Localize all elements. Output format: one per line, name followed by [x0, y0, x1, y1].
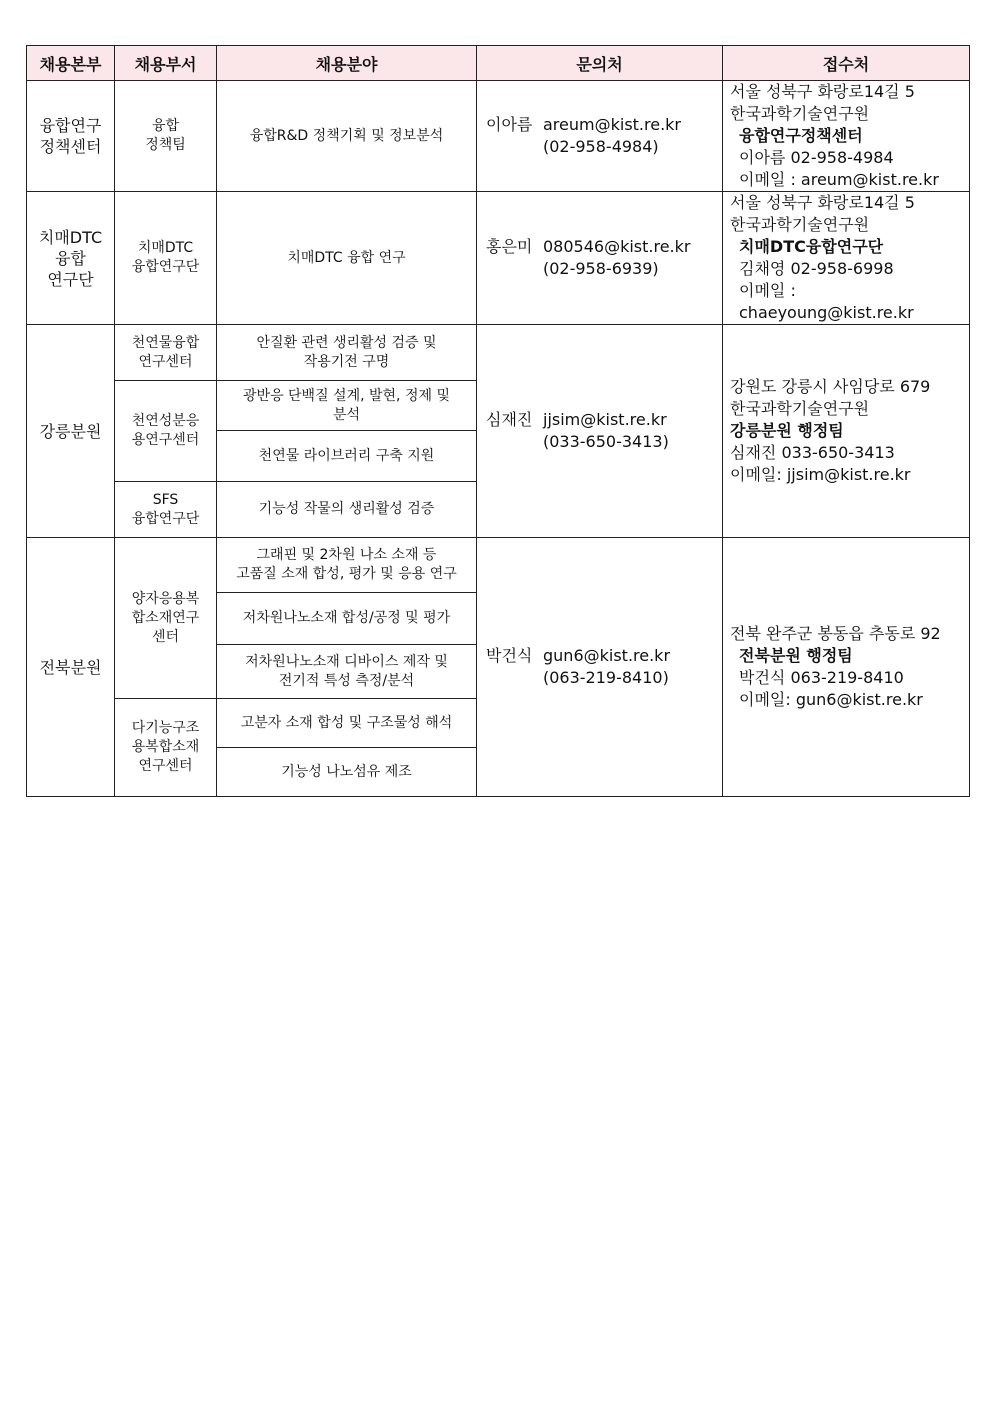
- dept-cell: 천연물융합 연구센터: [115, 325, 217, 381]
- hq-cell: 전북분원: [27, 538, 115, 797]
- receipt-dept: 융합연구정책센터: [739, 126, 863, 145]
- receipt-person: 김채영 02-958-6998: [739, 259, 894, 278]
- dept-cell: 치매DTC 융합연구단: [115, 192, 217, 325]
- receipt-email: 이메일 : areum@kist.re.kr: [739, 170, 939, 189]
- table-row: [27, 192, 970, 325]
- header-hq: 채용본부: [27, 46, 115, 81]
- receipt-org: 한국과학기술연구원: [730, 215, 870, 234]
- hq-cell: 치매DTC 융합 연구단: [27, 192, 115, 325]
- inquiry-cell: [477, 325, 723, 538]
- contact-name: 홍은미: [486, 237, 533, 256]
- field-cell: 저차원나노소재 합성/공정 및 평가: [217, 593, 477, 645]
- receipt-org: 한국과학기술연구원: [730, 399, 870, 418]
- table-row: [27, 81, 970, 192]
- receipt-address: 강원도 강릉시 사임당로 679: [730, 377, 931, 396]
- dept-cell: 양자응용복 합소재연구 센터: [115, 538, 217, 699]
- contact-email: areum@kist.re.kr: [543, 115, 682, 134]
- inquiry-cell: [477, 192, 723, 325]
- receipt-cell: [723, 81, 970, 192]
- contact-email: jjsim@kist.re.kr: [543, 410, 667, 429]
- field-cell: 저차원나노소재 디바이스 제작 및 전기적 특성 측정/분석: [217, 645, 477, 699]
- receipt-person: 이아름 02-958-4984: [739, 148, 894, 167]
- receipt-email: 이메일 : chaeyoung@kist.re.kr: [739, 281, 914, 322]
- field-cell: 그래핀 및 2차원 나소 소재 등 고품질 소재 합성, 평가 및 응용 연구: [217, 538, 477, 593]
- receipt-email: 이메일: jjsim@kist.re.kr: [730, 465, 911, 484]
- contact-name: 박건식: [486, 646, 533, 665]
- field-cell: 천연물 라이브러리 구축 지원: [217, 431, 477, 482]
- inquiry-cell: [477, 538, 723, 797]
- receipt-person: 박건식 063-219-8410: [739, 668, 904, 687]
- header-row: [27, 46, 970, 81]
- receipt-address: 서울 성북구 화랑로14길 5: [730, 82, 915, 101]
- receipt-dept: 강릉분원 행정팀: [730, 421, 844, 440]
- receipt-org: 한국과학기술연구원: [730, 104, 870, 123]
- header-inquiry: 문의처: [477, 46, 723, 81]
- field-cell: 광반응 단백질 설계, 발현, 정제 및 분석: [217, 381, 477, 431]
- table-row: [27, 538, 970, 593]
- dept-cell: 천연성분응 용연구센터: [115, 381, 217, 482]
- receipt-cell: [723, 192, 970, 325]
- contact-name: 심재진: [486, 410, 533, 429]
- receipt-address: 전북 완주군 봉동읍 추동로 92: [730, 624, 941, 643]
- header-dept: 채용부서: [115, 46, 217, 81]
- table-row: [27, 325, 970, 381]
- contact-phone: (02-958-4984): [543, 137, 659, 156]
- receipt-cell: [723, 538, 970, 797]
- contact-email: gun6@kist.re.kr: [543, 646, 671, 665]
- receipt-cell: [723, 325, 970, 538]
- inquiry-cell: [477, 81, 723, 192]
- contact-email: 080546@kist.re.kr: [543, 237, 691, 256]
- dept-cell: 융합 정책팀: [115, 81, 217, 192]
- contact-phone: (063-219-8410): [543, 668, 669, 687]
- dept-cell: SFS 융합연구단: [115, 482, 217, 538]
- receipt-email: 이메일: gun6@kist.re.kr: [739, 690, 923, 709]
- dept-cell: 다기능구조 용복합소재 연구센터: [115, 699, 217, 797]
- receipt-dept: 전북분원 행정팀: [739, 646, 853, 665]
- header-receipt: 접수처: [723, 46, 970, 81]
- field-cell: 기능성 나노섬유 제조: [217, 748, 477, 797]
- field-cell: 안질환 관련 생리활성 검증 및 작용기전 구명: [217, 325, 477, 381]
- field-cell: 기능성 작물의 생리활성 검증: [217, 482, 477, 538]
- field-cell: 치매DTC 융합 연구: [217, 192, 477, 325]
- receipt-address: 서울 성북구 화랑로14길 5: [730, 193, 915, 212]
- hq-cell: 강릉분원: [27, 325, 115, 538]
- contact-name: 이아름: [486, 115, 533, 134]
- field-cell: 융합R&D 정책기획 및 정보분석: [217, 81, 477, 192]
- receipt-dept: 치매DTC융합연구단: [739, 237, 884, 256]
- field-cell: 고분자 소재 합성 및 구조물성 해석: [217, 699, 477, 748]
- receipt-person: 심재진 033-650-3413: [730, 443, 895, 462]
- recruitment-table: [26, 45, 970, 797]
- contact-phone: (033-650-3413): [543, 432, 669, 451]
- hq-cell: 융합연구 정책센터: [27, 81, 115, 192]
- contact-phone: (02-958-6939): [543, 259, 659, 278]
- header-field: 채용분야: [217, 46, 477, 81]
